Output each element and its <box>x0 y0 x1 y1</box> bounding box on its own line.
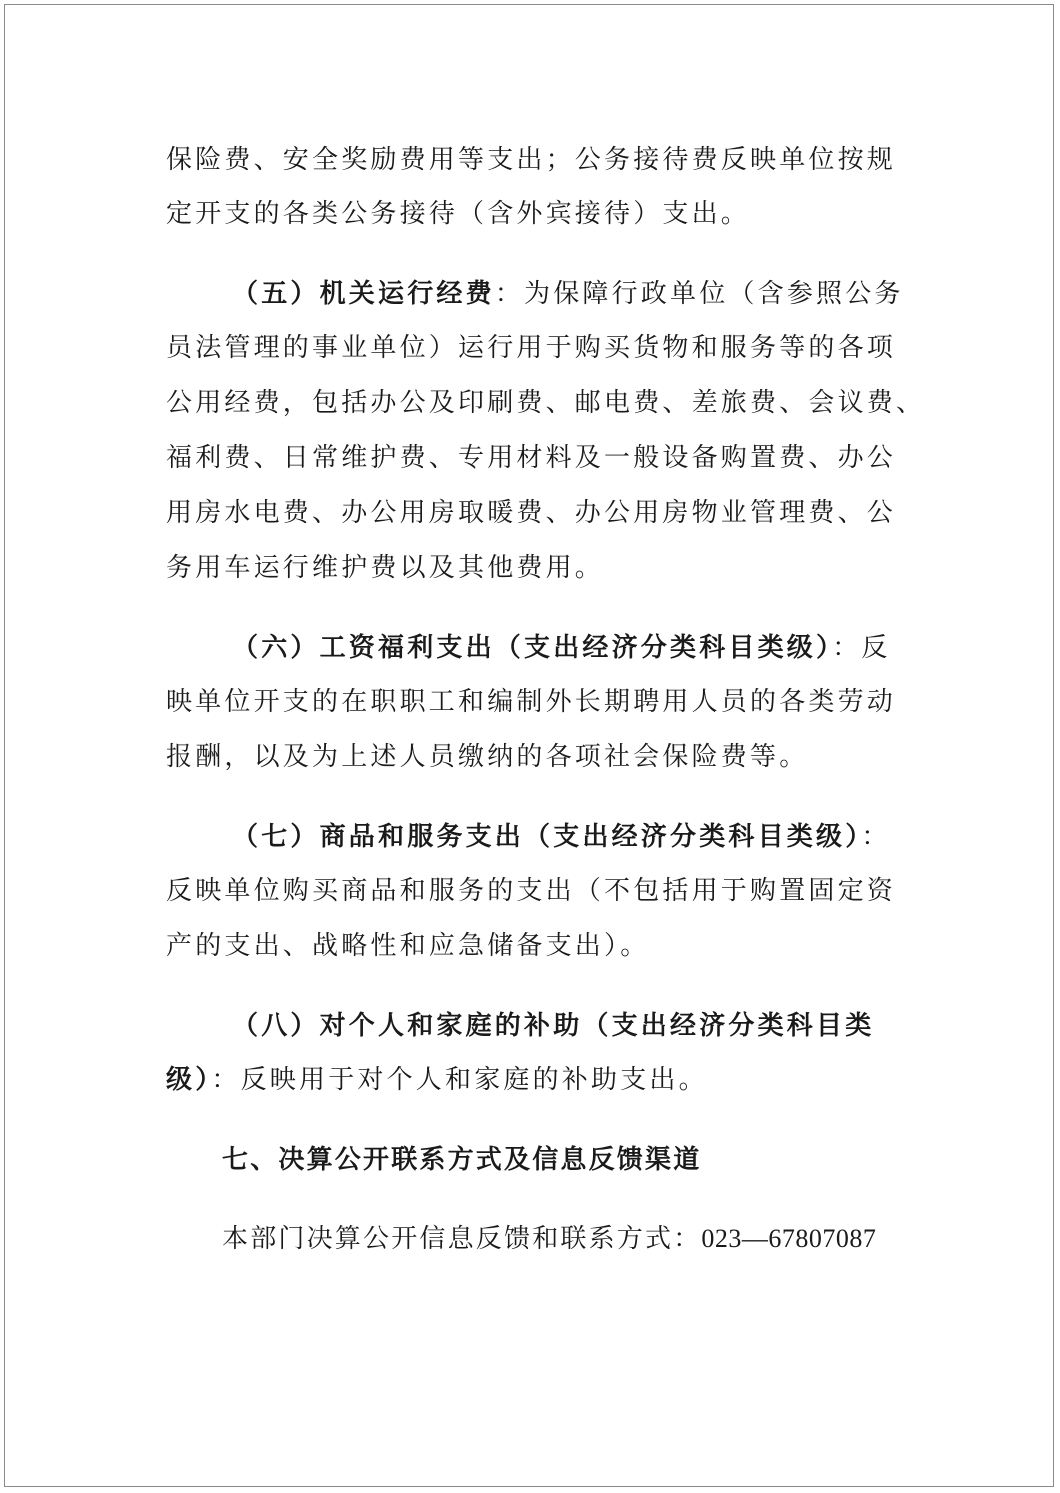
paragraph-line: 保险费、安全奖励费用等支出；公务接待费反映单位按规 <box>166 145 897 175</box>
subsection-heading: （六）工资福利支出（支出经济分类科目类级） <box>232 633 833 663</box>
contact-phone: 023—67807087 <box>701 1224 877 1253</box>
paragraph-line: 报酬，以及为上述人员缴纳的各项社会保险费等。 <box>166 742 809 772</box>
contact-label: 本部门决算公开信息反馈和联系方式： <box>222 1224 702 1254</box>
section-title: 七、决算公开联系方式及信息反馈渠道 <box>222 1145 702 1175</box>
paragraph-line <box>166 1063 708 1097</box>
paragraph-line: 务用车运行维护费以及其他费用。 <box>166 553 605 583</box>
subsection-heading: （五）机关运行经费 <box>232 279 495 309</box>
paragraph-text: ：反映用于对个人和家庭的补助支出。 <box>211 1065 708 1095</box>
paragraph-first-line <box>232 820 891 854</box>
paragraph-first-line <box>232 1009 874 1043</box>
paragraph-text: ：反 <box>832 633 891 663</box>
contact-line <box>222 1222 876 1256</box>
paragraph-text: ： <box>861 822 891 852</box>
paragraph-first-line <box>232 277 904 311</box>
paragraph-text: ：为保障行政单位（含参照公务 <box>494 279 904 309</box>
subsection-heading: （八）对个人和家庭的补助（支出经济分类科目类 <box>232 1011 875 1041</box>
paragraph-line: 反映单位购买商品和服务的支出（不包括用于购置固定资 <box>166 876 897 906</box>
subsection-heading-cont: 级） <box>166 1065 212 1095</box>
paragraph-line: 定开支的各类公务接待（含外宾接待）支出。 <box>166 199 751 229</box>
paragraph-line: 福利费、日常维护费、专用材料及一般设备购置费、办公 <box>166 443 897 473</box>
paragraph-line: 员法管理的事业单位）运行用于购买货物和服务等的各项 <box>166 333 897 363</box>
paragraph-line: 公用经费，包括办公及印刷费、邮电费、差旅费、会议费、 <box>166 388 926 418</box>
paragraph-line: 映单位开支的在职职工和编制外长期聘用人员的各类劳动 <box>166 687 897 717</box>
subsection-heading: （七）商品和服务支出（支出经济分类科目类级） <box>232 822 862 852</box>
paragraph-first-line <box>232 631 891 665</box>
paragraph-line: 用房水电费、办公用房取暖费、办公用房物业管理费、公 <box>166 498 897 528</box>
paragraph-line: 产的支出、战略性和应急储备支出）。 <box>166 931 650 961</box>
